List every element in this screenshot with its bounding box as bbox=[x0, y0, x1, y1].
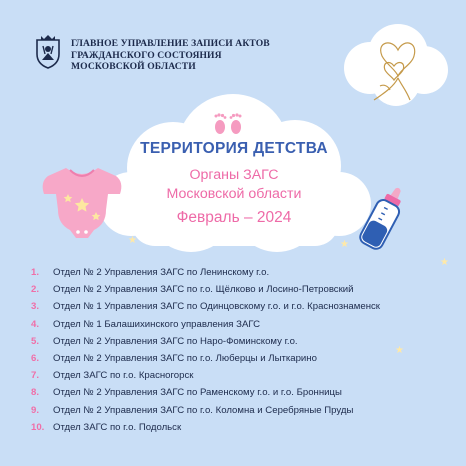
list-item bbox=[31, 419, 451, 436]
banner-subtitle-line-1: Органы ЗАГС bbox=[189, 167, 279, 183]
list-item-number: 5. bbox=[31, 335, 40, 347]
list-item-text: Отдел ЗАГС по г.о. Подольск bbox=[53, 421, 182, 433]
list-item bbox=[31, 281, 451, 298]
list-item-number: 6. bbox=[31, 352, 40, 364]
list-item-text: Отдел № 1 Управления ЗАГС по Одинцовскому г.о. и г.о. Краснознаменск bbox=[53, 301, 380, 313]
list-item-number: 4. bbox=[31, 318, 40, 330]
baby-onesie-icon bbox=[36, 160, 128, 242]
list-item-text: Отдел № 2 Управления ЗАГС по Ленинскому г.о. bbox=[53, 267, 270, 278]
star-icon: ★ bbox=[395, 345, 404, 356]
list-item-text: Отдел № 1 Балашихинского управления ЗАГС bbox=[53, 318, 261, 330]
list-item bbox=[31, 316, 451, 333]
list-item bbox=[31, 333, 451, 350]
org-line-1: ГЛАВНОЕ УПРАВЛЕНИЕ ЗАПИСИ АКТОВ bbox=[71, 38, 270, 49]
moscow-region-coat-of-arms-icon bbox=[33, 34, 63, 70]
list-item-text: Отдел № 2 Управления ЗАГС по Наро-Фоминскому г.о. bbox=[53, 335, 298, 347]
list-item-text: Отдел № 2 Управления ЗАГС по г.о. Щёлково и Лосино-Петровский bbox=[53, 284, 354, 296]
list-item-number: 10. bbox=[31, 421, 45, 433]
list-item bbox=[31, 384, 451, 401]
list-item bbox=[31, 298, 451, 315]
list-item-number: 1. bbox=[31, 267, 40, 278]
list-item-number: 2. bbox=[31, 284, 40, 296]
list-item-text: Отдел № 2 Управления ЗАГС по Раменскому г.о. и г.о. Бронницы bbox=[53, 387, 342, 399]
list-item-number: 8. bbox=[31, 387, 40, 399]
list-item bbox=[31, 402, 451, 419]
list-item bbox=[31, 350, 451, 367]
list-item-text: Отдел № 2 Управления ЗАГС по г.о. Коломна и Серебряные Пруды bbox=[53, 404, 354, 416]
star-icon: ★ bbox=[128, 235, 137, 246]
star-icon: ★ bbox=[340, 239, 349, 250]
banner-title: ТЕРРИТОРИЯ ДЕТСТВА bbox=[140, 140, 328, 157]
org-line-2: ГРАЖДАНСКОГО СОСТОЯНИЯ bbox=[71, 49, 222, 61]
list-item-number: 9. bbox=[31, 404, 40, 416]
list-item-number: 3. bbox=[31, 301, 40, 313]
list-item-text: Отдел № 2 Управления ЗАГС по г.о. Люберцы и Лыткарино bbox=[53, 352, 317, 364]
banner-subtitle-line-2: Московской области bbox=[166, 186, 302, 202]
banner-period: Февраль – 2024 bbox=[176, 209, 292, 226]
organization-name bbox=[71, 38, 301, 73]
registry-office-list bbox=[31, 264, 451, 436]
star-icon: ★ bbox=[440, 257, 449, 268]
baby-feet-icon bbox=[208, 110, 248, 136]
org-line-3: МОСКОВСКОЙ ОБЛАСТИ bbox=[71, 61, 196, 73]
list-item-text: Отдел ЗАГС по г.о. Красногорск bbox=[53, 370, 194, 382]
list-item bbox=[31, 264, 451, 281]
list-item-number: 7. bbox=[31, 370, 40, 382]
list-item bbox=[31, 367, 451, 384]
baby-bottle-icon bbox=[352, 184, 412, 256]
